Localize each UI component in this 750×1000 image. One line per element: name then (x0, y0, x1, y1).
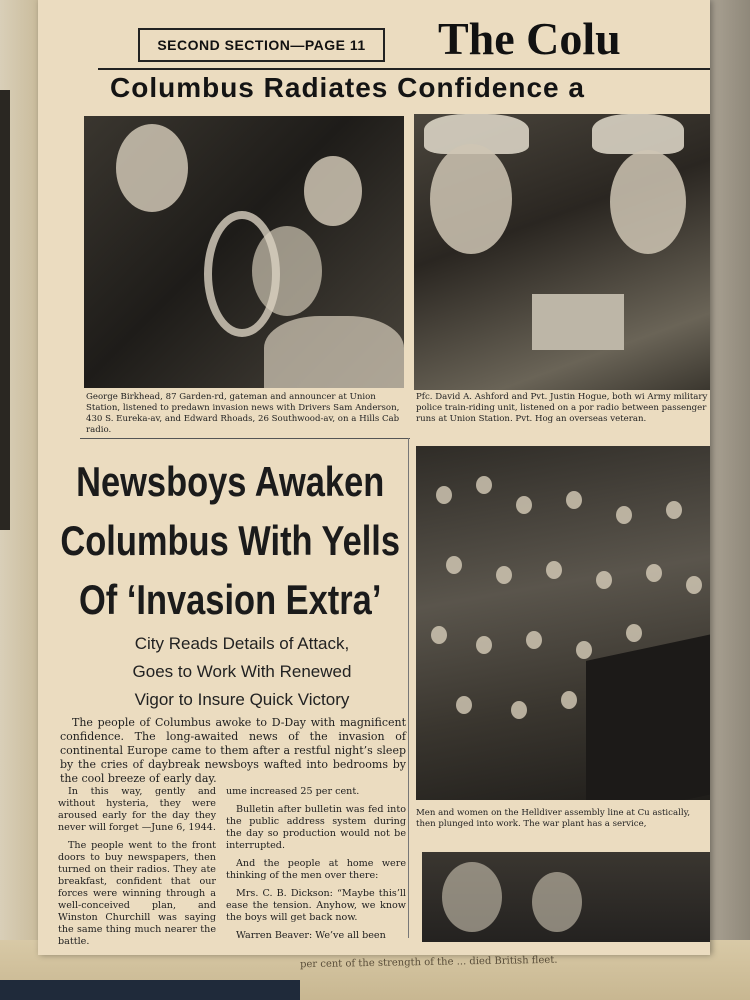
column-divider (408, 438, 409, 938)
crowd-face (436, 486, 452, 504)
crowd-face (476, 476, 492, 494)
story-paragraph: Bulletin after bulletin was fed into the public address system during the day so production would not be interrupted. (226, 804, 406, 851)
crowd-face (516, 496, 532, 514)
crowd-face (561, 691, 577, 709)
caption-cab-radio: George Birkhead, 87 Garden-rd, gateman and announcer at Union Station, listened to predawn invasion news with Drivers Sam Anderson, 430 S. Eureka-av, and Edward Rhoads, 26 Southwood-av, on a Hills Cab radio. (86, 392, 400, 435)
story-paragraph: Mrs. C. B. Dickson: “Maybe this’ll ease the tension. Anyhow, we know the boys will get back now. (226, 888, 406, 923)
section-label: SECOND SECTION—PAGE 11 (138, 28, 385, 62)
story-deck-line: Goes to Work With Renewed (132, 662, 352, 681)
header-rule (98, 68, 710, 70)
story-column-2 (226, 786, 406, 948)
story-deck-line: City Reads Details of Attack, (134, 634, 350, 653)
crowd-face (596, 571, 612, 589)
crowd-face (511, 701, 527, 719)
photo-soldiers-radio (414, 114, 710, 390)
masthead: The Colu (438, 13, 621, 64)
photo-figure (610, 150, 686, 254)
crowd-face (626, 624, 642, 642)
page-edge-text: per cent of the strength of the ... died British fleet. (299, 954, 558, 971)
background-table (0, 980, 300, 1000)
crowd-face (431, 626, 447, 644)
photo-figure (116, 124, 188, 212)
crowd-face (566, 491, 582, 509)
crowd-face (616, 506, 632, 524)
story-headline-line: Newsboys Awaken (76, 458, 385, 505)
photo-cab-radio (84, 116, 404, 388)
story-deck (82, 630, 402, 714)
crowd-face (526, 631, 542, 649)
crowd-face (446, 556, 462, 574)
story-headline-line: Columbus With Yells (60, 517, 401, 564)
top-headline: Columbus Radiates Confidence a (110, 72, 585, 103)
story-paragraph: Warren Beaver: We’ve all been (236, 930, 386, 941)
photo-figure (442, 862, 502, 932)
photo-figure (430, 144, 512, 254)
photo-figure (264, 316, 404, 388)
crowd-face (496, 566, 512, 584)
story-headline-line: Of ‘Invasion Extra’ (78, 576, 382, 623)
crowd-face (576, 641, 592, 659)
aircraft-wing (586, 631, 710, 800)
crowd-face (666, 501, 682, 519)
column-rule (80, 438, 410, 439)
radio-set (532, 294, 624, 350)
caption-soldiers-radio: Pfc. David A. Ashford and Pvt. Justin Hogue, both wi Army military police train-riding unit, listened on a por radio between passenger runs at Union Station. Pvt. Hog an overseas veteran. (416, 392, 708, 424)
story-column-1 (58, 786, 216, 954)
story-paragraph: ume increased 25 per cent. (226, 786, 360, 797)
sailor-cap (592, 114, 684, 154)
crowd-face (646, 564, 662, 582)
steering-wheel (204, 211, 280, 337)
background-dark-strip (0, 90, 10, 530)
story-headline (58, 452, 402, 629)
caption-assembly-line: Men and women on the Helldiver assembly line at Cu astically, then plunged into work. The war plant has a service, (416, 808, 691, 829)
photo-figure (304, 156, 362, 226)
story-paragraph: The people went to the front doors to buy newspapers, then turned on their radios. They ate breakfast, confident that our forces were winning through a well-conceived plan, and Winston Churchill was saying the same thing much nearer the battle. (58, 840, 216, 947)
story-paragraph: In this way, gently and without hysteria, they were aroused early for the day they never will forget —June 6, 1944. (58, 786, 216, 833)
story-paragraph: And the people at home were thinking of the men over there: (226, 858, 406, 881)
story-lead-paragraph: The people of Columbus awoke to D-Day with magnificent confidence. The long-awaited news of the invasion of continental Europe came to them after a restful night’s sleep by the cries of daybreak newsboys wafted into bedrooms by the cool breeze of early day. (60, 716, 406, 785)
crowd-face (476, 636, 492, 654)
crowd-face (546, 561, 562, 579)
story-deck-line: Vigor to Insure Quick Victory (134, 690, 350, 709)
crowd-face (686, 576, 702, 594)
crowd-face (456, 696, 472, 714)
photo-bottom-right (422, 852, 710, 942)
photo-figure (532, 872, 582, 932)
photo-assembly-line-crowd (416, 446, 710, 800)
newspaper-page (38, 0, 710, 955)
